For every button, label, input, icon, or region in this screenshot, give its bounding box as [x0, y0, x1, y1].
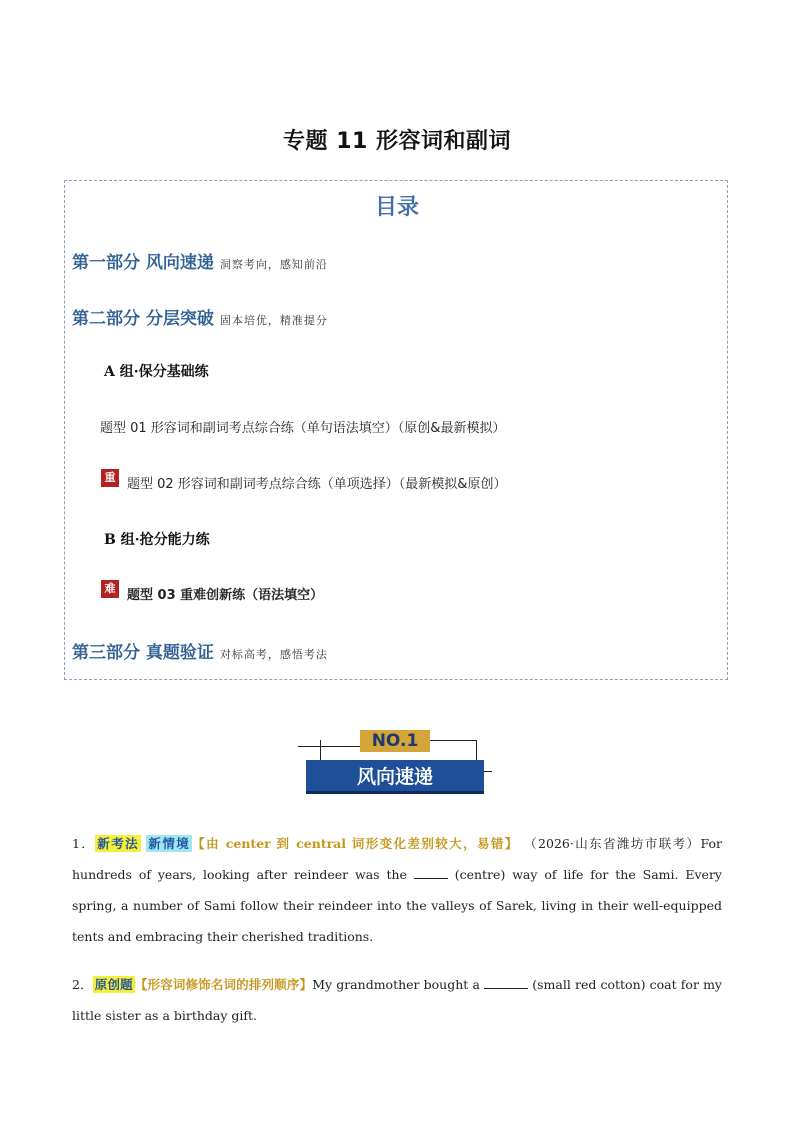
section-title-banner: 风向速递 [306, 760, 484, 794]
question-2-note: 【形容词修饰名词的排列顺序】 [134, 977, 313, 992]
toc-part-3-label: 第三部分 真题验证 [72, 643, 214, 663]
question-1-text-a: For hundreds of years, looking after reindeer was the [72, 836, 722, 882]
question-2-number: 2． [72, 977, 93, 992]
toc-part-3-sub: 对标高考，感悟考法 [219, 648, 328, 661]
question-1-note: 【由 center 到 central 词形变化差别较大，易错】 [192, 836, 519, 851]
banner-tick-right [484, 771, 492, 772]
toc-group-b[interactable]: B 组·抢分能力练 [104, 532, 210, 548]
toc-heading: 目录 [374, 195, 419, 220]
hard-tag-icon: 难 [101, 580, 119, 598]
toc-item-1[interactable]: 题型 01 形容词和副词考点综合练（单句语法填空）（原创&最新模拟） [100, 421, 506, 436]
banner-line-left [298, 746, 360, 747]
question-2-blank[interactable] [484, 976, 528, 989]
question-2 [72, 969, 722, 1031]
question-1-number: 1． [72, 836, 96, 851]
banner-line-right [430, 740, 476, 741]
toc-part-1-label: 第一部分 风向速递 [72, 253, 214, 273]
new-context-tag: 新情境 [148, 836, 191, 851]
question-1-blank[interactable] [414, 866, 448, 879]
question-1-text-b: (centre) way of life for the Sami. Every spring, a number of Sami follow their reindeer into the valleys of Sarek, living in their well-equipped tents and embracing their cherished traditions. [72, 867, 722, 944]
toc-item-2[interactable]: 题型 02 形容词和副词考点综合练（单项选择）（最新模拟&原创） [127, 477, 507, 492]
toc-part-2[interactable] [72, 304, 328, 329]
question-2-text-b: (small red cotton) coat for my little sister as a birthday gift. [72, 977, 722, 1023]
section-number-badge: NO.1 [360, 730, 430, 752]
toc-group-a[interactable]: A 组·保分基础练 [104, 364, 209, 380]
banner-line-right-v [476, 740, 477, 760]
page-title: 专题 11 形容词和副词 [283, 129, 511, 154]
toc-item-3[interactable]: 题型 03 重难创新练（语法填空） [127, 588, 324, 603]
toc-part-2-sub: 固本培优，精准提分 [219, 314, 328, 327]
toc-part-2-label: 第二部分 分层突破 [72, 309, 214, 329]
question-1 [72, 828, 722, 952]
question-2-text-a: My grandmother bought a [312, 977, 480, 992]
question-1-source: （2026·山东省潍坊市联考） [524, 836, 701, 851]
toc-part-1[interactable] [72, 248, 328, 273]
toc-part-3[interactable] [72, 638, 328, 663]
banner-tick-left [320, 740, 321, 760]
new-method-tag: 新考法 [97, 836, 140, 851]
key-tag-icon: 重 [101, 469, 119, 487]
toc-part-1-sub: 洞察考向，感知前沿 [219, 258, 328, 271]
original-tag: 原创题 [94, 977, 133, 992]
